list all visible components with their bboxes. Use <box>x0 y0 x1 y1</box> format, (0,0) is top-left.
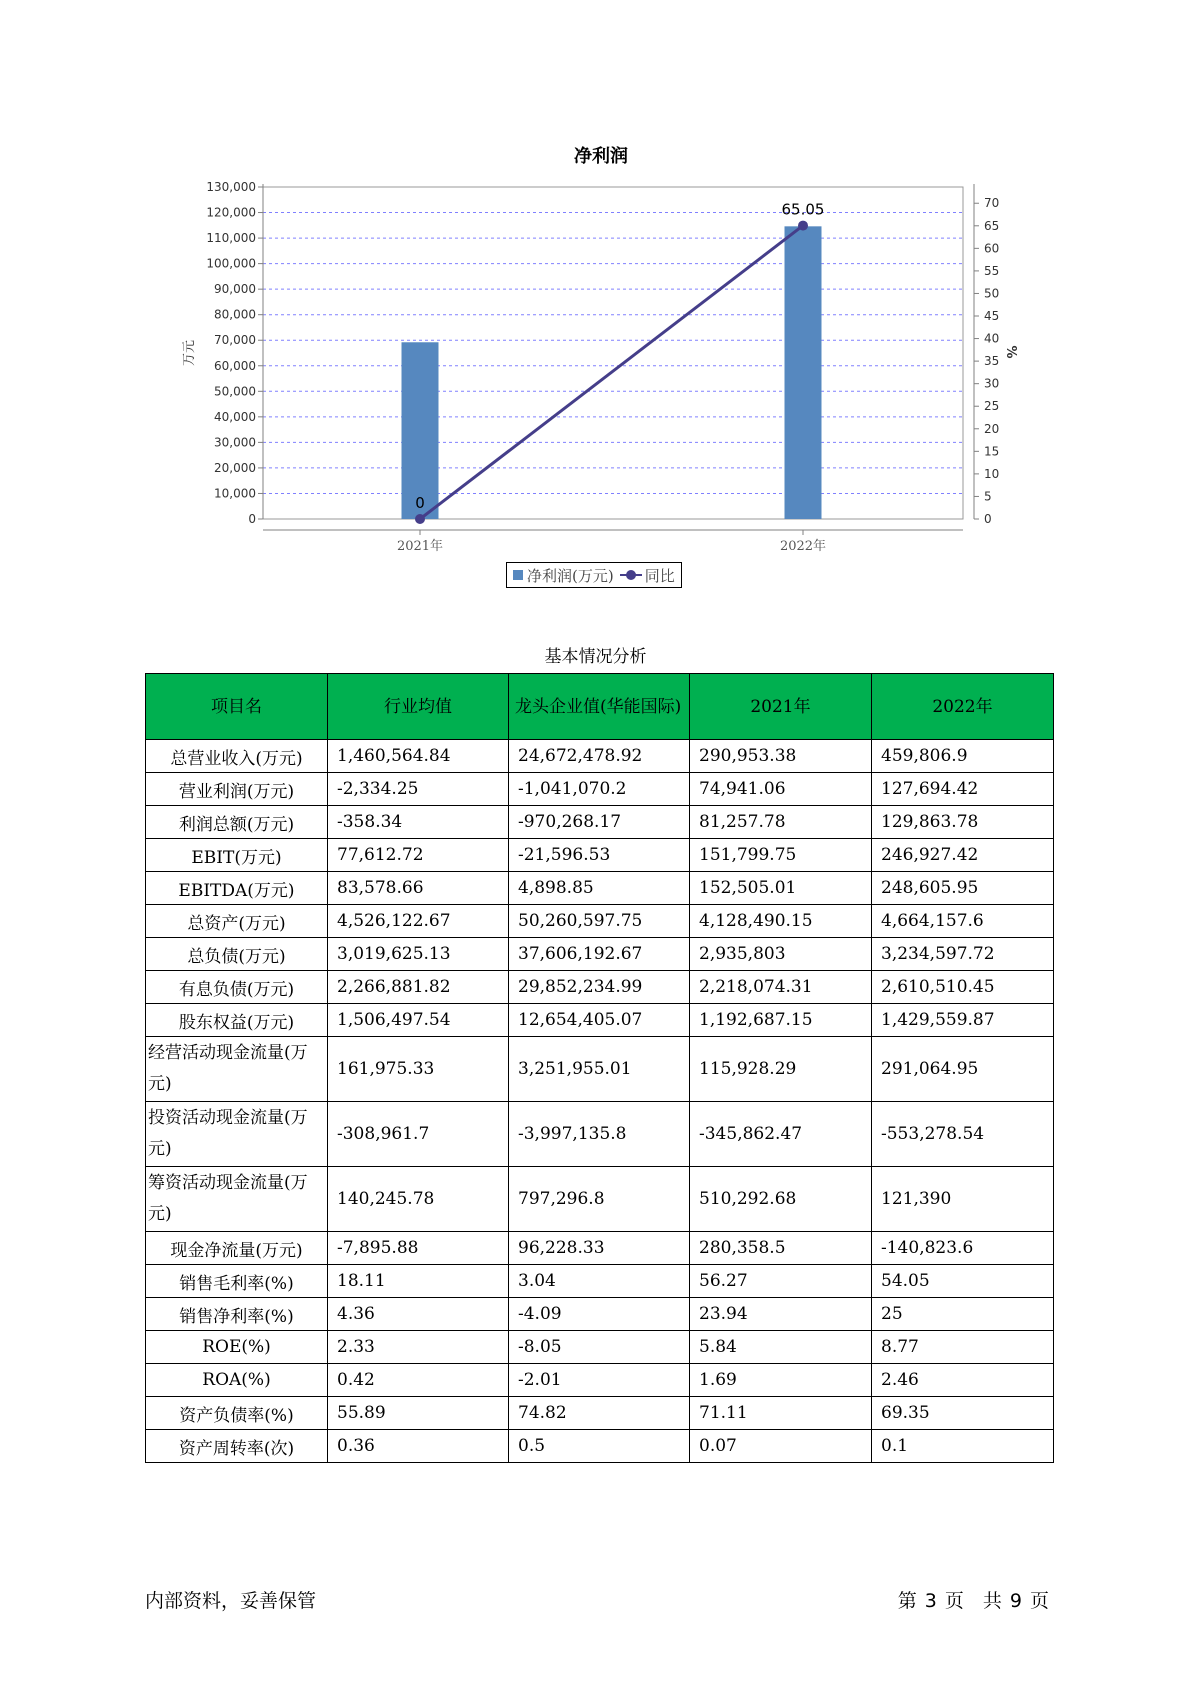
basic-analysis-table <box>145 673 1054 1463</box>
left-tick-label: 70,000 <box>214 333 256 348</box>
cell-value: 459,806.9 <box>872 740 1054 773</box>
table-row <box>146 806 1054 839</box>
left-tick-label: 130,000 <box>206 180 256 194</box>
table-row <box>146 1167 1054 1232</box>
cell-value: 4,526,122.67 <box>328 905 509 938</box>
right-tick-label: 60 <box>984 241 1000 256</box>
row-label: 销售净利率(%) <box>146 1298 328 1331</box>
cell-value: 3,234,597.72 <box>872 938 1054 971</box>
cell-value: -970,268.17 <box>509 806 690 839</box>
cell-value: 18.11 <box>328 1265 509 1298</box>
right-tick-label: 25 <box>984 399 1000 414</box>
cell-value: 25 <box>872 1298 1054 1331</box>
cell-value: 152,505.01 <box>690 872 872 905</box>
cell-value: 50,260,597.75 <box>509 905 690 938</box>
cell-value: 56.27 <box>690 1265 872 1298</box>
plot-area-border <box>263 187 963 519</box>
table-row <box>146 1397 1054 1430</box>
cell-value: 280,358.5 <box>690 1232 872 1265</box>
row-label: EBIT(万元) <box>146 839 328 872</box>
cell-value: 77,612.72 <box>328 839 509 872</box>
row-label: 经营活动现金流量(万元) <box>146 1037 328 1102</box>
cell-value: 0.36 <box>328 1430 509 1463</box>
row-label: ROA(%) <box>146 1364 328 1397</box>
cell-value: 29,852,234.99 <box>509 971 690 1004</box>
cell-value: 129,863.78 <box>872 806 1054 839</box>
footer-confidential: 内部资料，妥善保管 <box>145 1590 317 1612</box>
cell-value: 3,251,955.01 <box>509 1037 690 1102</box>
legend-bar-swatch <box>513 570 523 580</box>
cell-value: 1,429,559.87 <box>872 1004 1054 1037</box>
table-row <box>146 1364 1054 1397</box>
cell-value: 3.04 <box>509 1265 690 1298</box>
table-row <box>146 1298 1054 1331</box>
table-row <box>146 872 1054 905</box>
cell-value: -7,895.88 <box>328 1232 509 1265</box>
cell-value: -4.09 <box>509 1298 690 1331</box>
left-tick-label: 80,000 <box>214 307 256 322</box>
cell-value: 5.84 <box>690 1331 872 1364</box>
cell-value: 0.42 <box>328 1364 509 1397</box>
legend-line-label: 同比 <box>644 566 675 585</box>
right-tick-label: 40 <box>984 331 1000 346</box>
cell-value: -553,278.54 <box>872 1102 1054 1167</box>
left-tick-label: 90,000 <box>214 282 256 297</box>
row-label: 销售毛利率(%) <box>146 1265 328 1298</box>
cell-value: 37,606,192.67 <box>509 938 690 971</box>
cell-value: 140,245.78 <box>328 1167 509 1232</box>
right-tick-label: 35 <box>984 354 1000 369</box>
right-tick-label: 15 <box>984 444 1000 459</box>
cell-value: 291,064.95 <box>872 1037 1054 1102</box>
table-row <box>146 1331 1054 1364</box>
cell-value: -8.05 <box>509 1331 690 1364</box>
page-current: 3 <box>924 1590 937 1612</box>
left-tick-label: 20,000 <box>214 460 256 475</box>
left-tick-label: 10,000 <box>214 486 256 501</box>
table-row <box>146 938 1054 971</box>
x-tick-label: 2022年 <box>779 539 827 554</box>
cell-value: 24,672,478.92 <box>509 740 690 773</box>
cell-value: 71.11 <box>690 1397 872 1430</box>
left-tick-label: 100,000 <box>206 256 256 271</box>
chart-legend <box>506 562 682 588</box>
table-row <box>146 1004 1054 1037</box>
net-profit-chart <box>0 0 1191 620</box>
left-tick-label: 30,000 <box>214 435 256 450</box>
right-tick-label: 55 <box>984 263 1000 278</box>
row-label: 营业利润(万元) <box>146 773 328 806</box>
table-row <box>146 971 1054 1004</box>
cell-value: 151,799.75 <box>690 839 872 872</box>
cell-value: 4.36 <box>328 1298 509 1331</box>
header-industry-avg: 行业均值 <box>328 674 509 740</box>
cell-value: 1,192,687.15 <box>690 1004 872 1037</box>
table-header-row <box>146 674 1054 740</box>
header-2021: 2021年 <box>690 674 872 740</box>
cell-value: -358.34 <box>328 806 509 839</box>
footer-page-number <box>894 1586 1053 1613</box>
table-row <box>146 905 1054 938</box>
row-label: 筹资活动现金流量(万元) <box>146 1167 328 1232</box>
page-prefix: 第 <box>897 1590 917 1612</box>
row-label: 投资活动现金流量(万元) <box>146 1102 328 1167</box>
right-tick-label: 45 <box>984 309 1000 324</box>
cell-value: 1,460,564.84 <box>328 740 509 773</box>
row-label: ROE(%) <box>146 1331 328 1364</box>
line-yoy-point <box>415 514 425 524</box>
left-tick-label: 60,000 <box>214 358 256 373</box>
legend-line-swatch <box>620 570 642 580</box>
cell-value: 161,975.33 <box>328 1037 509 1102</box>
page-suffix: 页 <box>1029 1590 1049 1612</box>
cell-value: 4,664,157.6 <box>872 905 1054 938</box>
row-label: 股东权益(万元) <box>146 1004 328 1037</box>
cell-value: 83,578.66 <box>328 872 509 905</box>
cell-value: 4,128,490.15 <box>690 905 872 938</box>
cell-value: 1.69 <box>690 1364 872 1397</box>
x-tick-label: 2021年 <box>396 539 444 554</box>
table-row <box>146 1430 1054 1463</box>
cell-value: -308,961.7 <box>328 1102 509 1167</box>
cell-value: 2,610,510.45 <box>872 971 1054 1004</box>
right-tick-label: 30 <box>984 376 1000 391</box>
chart-title: 净利润 <box>574 146 628 167</box>
header-2022: 2022年 <box>872 674 1054 740</box>
right-tick-label: 50 <box>984 286 1000 301</box>
row-label: 总资产(万元) <box>146 905 328 938</box>
cell-value: 1,506,497.54 <box>328 1004 509 1037</box>
row-label: 总营业收入(万元) <box>146 740 328 773</box>
legend-bar-label: 净利润(万元) <box>527 566 614 585</box>
page-mid: 页 共 <box>944 1590 1002 1612</box>
cell-value: 2,218,074.31 <box>690 971 872 1004</box>
cell-value: 8.77 <box>872 1331 1054 1364</box>
line-yoy-point <box>798 221 808 231</box>
cell-value: -345,862.47 <box>690 1102 872 1167</box>
header-item: 项目名 <box>146 674 328 740</box>
right-tick-label: 20 <box>984 421 1000 436</box>
cell-value: 3,019,625.13 <box>328 938 509 971</box>
cell-value: 246,927.42 <box>872 839 1054 872</box>
cell-value: 0.07 <box>690 1430 872 1463</box>
cell-value: 4,898.85 <box>509 872 690 905</box>
cell-value: -21,596.53 <box>509 839 690 872</box>
cell-value: 115,928.29 <box>690 1037 872 1102</box>
line-yoy <box>420 226 803 519</box>
row-label: 资产负债率(%) <box>146 1397 328 1430</box>
header-leader: 龙头企业值(华能国际) <box>509 674 690 740</box>
table-row <box>146 1102 1054 1167</box>
table-row <box>146 1037 1054 1102</box>
table-row <box>146 773 1054 806</box>
row-label: 有息负债(万元) <box>146 971 328 1004</box>
cell-value: 0.1 <box>872 1430 1054 1463</box>
cell-value: -3,997,135.8 <box>509 1102 690 1167</box>
cell-value: -1,041,070.2 <box>509 773 690 806</box>
right-tick-label: 0 <box>984 512 992 526</box>
cell-value: -140,823.6 <box>872 1232 1054 1265</box>
table-row <box>146 1265 1054 1298</box>
row-label: EBITDA(万元) <box>146 872 328 905</box>
cell-value: 12,654,405.07 <box>509 1004 690 1037</box>
right-tick-label: 65 <box>984 218 1000 233</box>
cell-value: 290,953.38 <box>690 740 872 773</box>
row-label: 利润总额(万元) <box>146 806 328 839</box>
cell-value: 96,228.33 <box>509 1232 690 1265</box>
right-tick-label: 10 <box>984 466 1000 481</box>
left-tick-label: 40,000 <box>214 409 256 424</box>
cell-value: 510,292.68 <box>690 1167 872 1232</box>
table-row <box>146 740 1054 773</box>
row-label: 总负债(万元) <box>146 938 328 971</box>
cell-value: 2.33 <box>328 1331 509 1364</box>
table-title: 基本情况分析 <box>544 647 647 667</box>
cell-value: 55.89 <box>328 1397 509 1430</box>
bar-net-profit <box>785 226 822 519</box>
cell-value: 0.5 <box>509 1430 690 1463</box>
cell-value: -2.01 <box>509 1364 690 1397</box>
left-tick-label: 0 <box>248 512 256 526</box>
cell-value: 54.05 <box>872 1265 1054 1298</box>
left-tick-label: 120,000 <box>206 205 256 220</box>
cell-value: 2,266,881.82 <box>328 971 509 1004</box>
table-row <box>146 839 1054 872</box>
cell-value: 797,296.8 <box>509 1167 690 1232</box>
y-axis-label: 万元 <box>182 339 197 367</box>
row-label: 资产周转率(次) <box>146 1430 328 1463</box>
cell-value: 74,941.06 <box>690 773 872 806</box>
left-tick-label: 50,000 <box>214 384 256 399</box>
right-tick-label: 5 <box>984 489 992 504</box>
left-tick-label: 110,000 <box>206 231 256 246</box>
cell-value: 69.35 <box>872 1397 1054 1430</box>
cell-value: 121,390 <box>872 1167 1054 1232</box>
row-label: 现金净流量(万元) <box>146 1232 328 1265</box>
data-label: 65.05 <box>781 200 825 219</box>
cell-value: -2,334.25 <box>328 773 509 806</box>
cell-value: 74.82 <box>509 1397 690 1430</box>
cell-value: 23.94 <box>690 1298 872 1331</box>
right-tick-label: 70 <box>984 196 1000 211</box>
y-axis-right-label: % <box>1003 345 1018 359</box>
cell-value: 248,605.95 <box>872 872 1054 905</box>
cell-value: 81,257.78 <box>690 806 872 839</box>
bar-net-profit <box>402 342 439 519</box>
page-total: 9 <box>1009 1590 1022 1612</box>
cell-value: 127,694.42 <box>872 773 1054 806</box>
cell-value: 2,935,803 <box>690 938 872 971</box>
data-label: 0 <box>415 494 425 512</box>
table-row <box>146 1232 1054 1265</box>
cell-value: 2.46 <box>872 1364 1054 1397</box>
